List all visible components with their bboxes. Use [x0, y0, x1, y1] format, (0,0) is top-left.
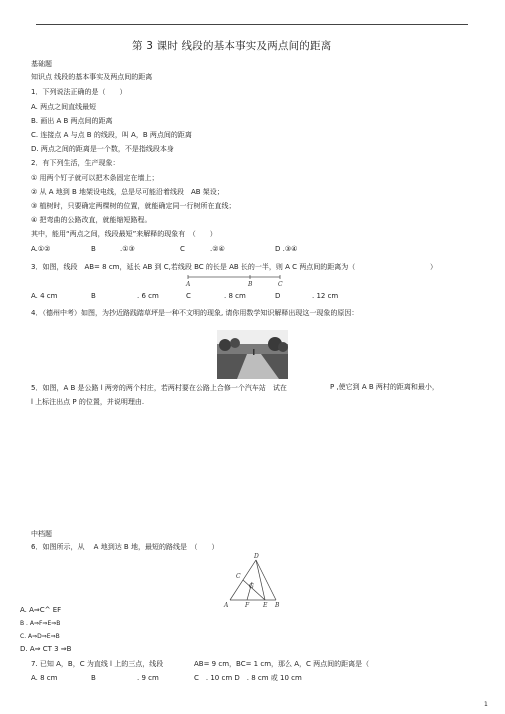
q7-stem-b: AB= 9 cm，BC= 1 cm，那么 A，C 两点间的距离是（	[194, 660, 370, 668]
q3-label-a: A	[186, 281, 191, 288]
q3-option-d-letter: D	[275, 292, 281, 300]
q2-option-b-letter: B	[91, 245, 96, 253]
q1-stem: 1．下列说法正确的是（ ）	[31, 88, 127, 96]
q1-option-d: D. 两点之间的距离是一个数，不是指线段本身	[31, 145, 174, 153]
q2-option-d: D .③④	[275, 245, 298, 253]
q7-option-b-text: . 9 cm	[137, 674, 159, 682]
knowledge-point: 知识点 线段的基本事实及两点间的距离	[31, 73, 153, 81]
q7-option-a: A. 8 cm	[31, 674, 58, 682]
q5-stem-b: P ,使它到 A B 两村的距离和最小，	[330, 383, 439, 391]
q5-stem-c: l 上标注出点 P 的位置，并说明理由.	[31, 398, 145, 406]
q3-label-b: B	[248, 281, 253, 288]
header-rule	[36, 24, 468, 25]
q3-option-c-letter: C	[186, 292, 191, 300]
q2-item-3: ③ 植树时，只要确定两棵树的位置，就能确定同一行树所在直线；	[31, 202, 236, 210]
q6-option-a: A. A⇒C^ EF	[20, 606, 62, 614]
q2-item-4: ④ 把弯曲的公路改直，就能缩短路程。	[31, 216, 152, 224]
q6-label-c: C	[236, 573, 241, 580]
q4-photo-lawn	[217, 330, 288, 379]
q2-option-c-letter: C	[180, 245, 185, 253]
q3-stem: 3．如图，线段 AB= 8 cm，延长 AB 到 C,若线段 BC 的长是 AB 长的一半，则 A C 两点间的距离为（	[31, 263, 356, 271]
q6-edge-ce	[243, 580, 265, 600]
q7-option-b-letter: B	[91, 674, 96, 682]
q3-label-c: C	[278, 281, 283, 288]
q3-option-d-text: . 12 cm	[312, 292, 339, 300]
q2-option-a: A.①②	[31, 245, 51, 253]
q6-edge-db	[256, 560, 276, 600]
q7-stem-a: 7. 已知 A，B，C 为直线 l 上的三点，线段	[31, 660, 164, 668]
q3-option-a: A. 4 cm	[31, 292, 58, 300]
q3-option-b-letter: B	[91, 292, 96, 300]
q2-option-c-text: .②④	[210, 245, 225, 253]
section-heading-basic: 基础题	[31, 60, 52, 68]
q6-label-e: E	[263, 602, 268, 609]
section-heading-mid: 中档题	[31, 530, 52, 538]
q2-option-b-text: .①③	[120, 245, 135, 253]
q2-stem: 2．有下列生活，生产现象：	[31, 159, 120, 167]
q5-stem-a: 5．如图，A B 是公路 l 两旁的两个村庄，若两村要在公路上合修一个汽车站 试在	[31, 384, 287, 392]
q6-stem: 6．如图所示，从 A 地到达 B 地，最短的路线是 （ ）	[31, 543, 219, 551]
q3-segment-figure	[180, 272, 285, 288]
q6-option-c: C. A⇒D⇒E⇒B	[20, 633, 60, 640]
page-number: 1	[484, 701, 488, 708]
q3-option-b-text: . 6 cm	[137, 292, 159, 300]
q1-option-c: C. 连接点 A 与点 B 的线段，叫 A，B 两点间的距离	[31, 131, 192, 139]
q6-edge-de	[256, 560, 265, 600]
q3-option-c-text: . 8 cm	[224, 292, 246, 300]
q1-option-b: B. 画出 A B 两点间的距离	[31, 117, 113, 125]
q1-option-a: A. 两点之间直线最短	[31, 103, 97, 111]
q6-label-d: D	[254, 553, 259, 560]
q6-option-b: B . A⇒F⇒E⇒B	[20, 620, 61, 627]
q2-item-1: ① 用两个钉子就可以把木条固定在墙上；	[31, 174, 159, 182]
q6-label-g: G	[249, 583, 254, 590]
q4-stem: 4．（德州中考）如图，为抄近路践踏草坪是一种不文明的现象, 请你用数学知识解释出现这一现象的原因：	[31, 309, 359, 317]
page-title: 第 3 课时 线段的基本事实及两点间的距离	[132, 40, 332, 52]
q3-close-paren: ）	[430, 263, 437, 271]
q6-figure	[222, 552, 282, 610]
q2-question: 其中，能用“两点之间，线段最短”来解释的现象有 （ ）	[31, 230, 217, 238]
q7-options-cd: C . 10 cm D . 8 cm 或 10 cm	[194, 674, 302, 682]
q6-label-b: B	[275, 602, 280, 609]
q6-label-a: A	[224, 602, 229, 609]
q6-label-f: F	[245, 602, 250, 609]
q6-option-d: D. A⇒ CT 3 ⇒B	[20, 645, 72, 653]
q2-item-2: ② 从 A 地到 B 地架设电线，总是尽可能沿着线段 AB 架设；	[31, 188, 224, 196]
